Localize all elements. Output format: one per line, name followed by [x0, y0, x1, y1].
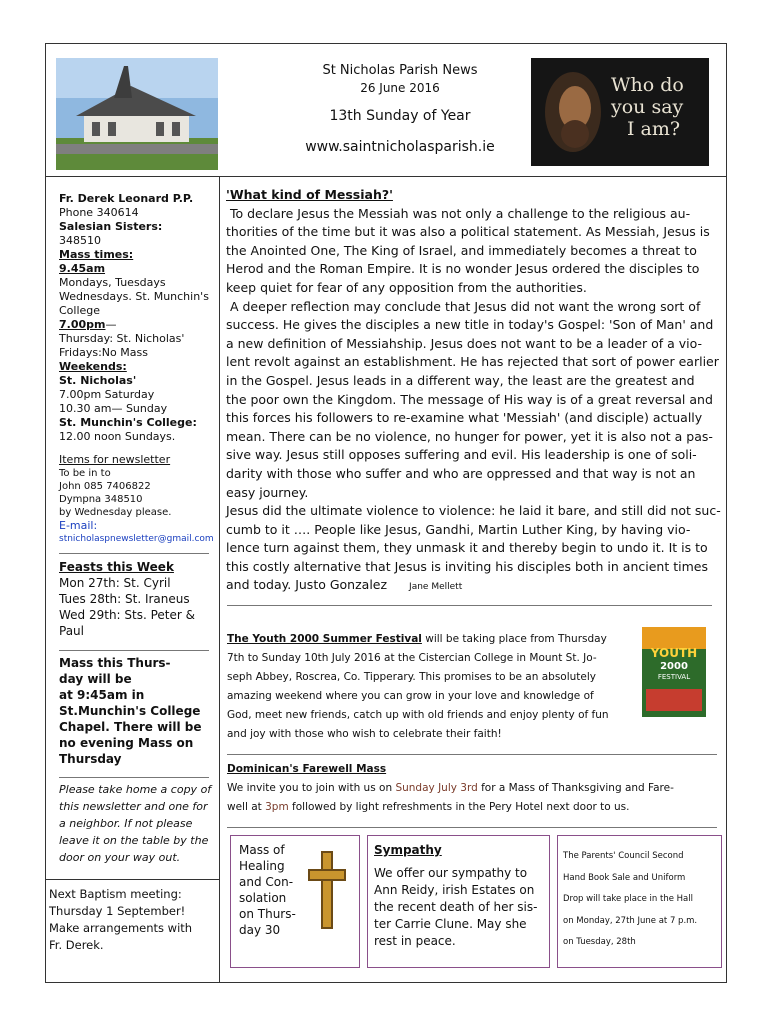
youth-line: 7th to Sunday 10th July 2016 at the Cistercian College in Mount St. Jo-: [227, 652, 597, 664]
dominican-text: We invite you to join with us on: [227, 782, 396, 794]
youth-line: seph Abbey, Roscrea, Co. Tipperary. This promises to be an absolutely: [227, 671, 596, 683]
parents-council-box: [557, 835, 722, 968]
baptism-notice: [49, 886, 217, 954]
article-line: this forces his followers to re-examine what 'Messiah' (and disciple) actually: [226, 410, 703, 426]
newsletter-line: To be in to: [59, 468, 111, 479]
parish-website[interactable]: www.saintnicholasparish.ie: [305, 139, 495, 155]
youth-poster-year: 2000: [660, 661, 688, 672]
newsletter-line: by Wednesday please.: [59, 507, 172, 518]
youth-line: will be taking place from Thursday: [421, 633, 607, 645]
sympathy-heading: Sympathy: [374, 843, 442, 857]
poster-line-1: Who do: [611, 74, 684, 96]
friday-line: Fridays:No Mass: [59, 346, 148, 359]
section-rule: [227, 754, 717, 755]
weekday-line: College: [59, 304, 101, 317]
youth-poster: [642, 627, 706, 717]
youth-poster-title: YOUTH: [650, 646, 698, 660]
article-line: lent revolt against an establishment. He has rejected that sort of power earlier: [226, 354, 719, 370]
take-home-line: a neighbor. If not please: [59, 817, 193, 830]
article-line: sive way. Jesus still opposes suffering and evil. His leadership is one of soli-: [226, 447, 697, 463]
youth-line: amazing weekend where you can grow in your love and knowledge of: [227, 690, 594, 702]
st-munchin-label: St. Munchin's College:: [59, 416, 197, 429]
baptism-line: Thursday 1 September!: [49, 904, 186, 918]
dominican-notice: [227, 760, 722, 817]
dominican-title: Dominican's Farewell Mass: [227, 763, 387, 775]
dominican-time: 3pm: [265, 801, 289, 813]
weekend-line: 7.00pm Saturday: [59, 388, 155, 401]
priest-name: Fr. Derek Leonard P.P.: [59, 192, 194, 205]
baptism-line: Next Baptism meeting:: [49, 887, 182, 901]
healing-line: Healing: [239, 859, 285, 873]
time-700: 7.00pm: [59, 318, 106, 331]
sympathy-line: rest in peace.: [374, 934, 456, 948]
healing-line: Mass of: [239, 843, 285, 857]
sisters-phone: 348510: [59, 234, 101, 247]
who-do-you-say-poster: [531, 58, 709, 166]
healing-line: and Con-: [239, 875, 294, 889]
jesus-face-image: [537, 62, 607, 162]
healing-line: on Thurs-: [239, 907, 296, 921]
baptism-line: Make arrangements with: [49, 921, 193, 935]
poster-line-3: I am?: [627, 118, 681, 140]
council-line: Hand Book Sale and Uniform: [563, 872, 686, 883]
weekend-line: 10.30 am— Sunday: [59, 402, 168, 415]
healing-line: day 30: [239, 923, 281, 937]
time-945: 9.45am: [59, 262, 106, 275]
healing-mass-box: [230, 835, 360, 968]
council-text: [563, 846, 721, 954]
feast-item: Tues 28th: St. Iraneus: [59, 592, 190, 606]
time-700-dash: —: [105, 318, 117, 331]
youth-festival-notice: [227, 630, 637, 744]
mass-notice-line: at 9:45am in: [59, 688, 145, 702]
sympathy-box: [367, 835, 550, 968]
sidebar-rule: [59, 553, 209, 554]
youth-poster-sub: FESTIVAL: [657, 673, 691, 681]
dominican-text: followed by light refreshments in the Pery Hotel next door to us.: [288, 801, 630, 813]
feasts-section: [59, 559, 217, 639]
newsletter-title: St Nicholas Parish News: [322, 63, 478, 78]
article-credit: Jane Mellett: [409, 582, 463, 593]
council-line: Drop will take place in the Hall: [563, 894, 693, 904]
council-line: on Tuesday, 28th: [563, 937, 636, 947]
feasts-heading: Feasts this Week: [59, 560, 174, 574]
mass-notice-line: day will be: [59, 672, 132, 686]
healing-line: solation: [239, 891, 287, 905]
article-line: A deeper reflection may conclude that Jesus did not want the wrong sort of: [226, 298, 701, 314]
weekday-line: Wednesdays. St. Munchin's: [59, 290, 209, 303]
church-photo: [56, 58, 218, 170]
youth-title: The Youth 2000 Summer Festival: [227, 633, 422, 645]
mass-notice-line: St.Munchin's College: [59, 704, 201, 718]
mass-notice-line: Chapel. There will be: [59, 720, 202, 734]
council-line: The Parents' Council Second: [563, 851, 684, 861]
weekends-heading: Weekends:: [59, 360, 127, 373]
newsletter-heading: Items for newsletter: [59, 453, 171, 466]
article-last-line: [226, 576, 722, 597]
article-line: a new definition of Messiahship. Jesus does not want to be a leader of a vio-: [226, 335, 703, 351]
article-title: 'What kind of Messiah?': [226, 187, 393, 202]
dominican-date: Sunday July 3rd: [395, 782, 478, 794]
feast-item: Wed 29th: Sts. Peter &: [59, 608, 196, 622]
thursday-line: Thursday: St. Nicholas': [59, 332, 185, 345]
take-home-note: [59, 781, 219, 866]
mass-times-heading: Mass times:: [59, 248, 134, 261]
header-divider: [45, 176, 727, 177]
weekday-line: Mondays, Tuesdays: [59, 276, 166, 289]
article-line: Jesus did the ultimate violence to violence: he laid it bare, and still did not suc-: [226, 503, 721, 519]
feast-item: Paul: [59, 624, 84, 638]
article-line: lence turn against them, they unmask it and thereby begin to undo it. It is to: [226, 540, 708, 556]
article-line: mean. There can be no violence, no hunger for power, yet it is also not a pas-: [226, 428, 713, 444]
section-rule: [227, 827, 717, 828]
baptism-line: Fr. Derek.: [49, 938, 104, 952]
article-line: keep quiet for fear of any opposition from the authorities.: [226, 279, 587, 295]
cross-icon: [307, 850, 347, 930]
mass-notice: [59, 655, 217, 767]
sympathy-text: [374, 842, 549, 950]
take-home-line: this newsletter and one for: [59, 800, 208, 813]
sidebar-rule: [59, 650, 209, 651]
baptism-divider: [45, 879, 219, 880]
sympathy-line: ter Carrie Clune. May she: [374, 917, 527, 931]
messiah-article: [226, 186, 722, 597]
article-line: To declare Jesus the Messiah was not only a challenge to the religious au-: [226, 205, 691, 221]
priest-phone: Phone 340614: [59, 206, 139, 219]
section-rule: [227, 605, 712, 606]
article-line: in the Gospel. Jesus leads in a different way, the least are the greatest and: [226, 372, 695, 388]
munchin-time: 12.00 noon Sundays.: [59, 430, 176, 443]
mass-notice-line: Mass this Thurs-: [59, 656, 171, 670]
article-body: [226, 205, 722, 577]
article-line: the Anointed One, The King of Israel, and immediately becomes a threat to: [226, 242, 697, 258]
youth-line: God, meet new friends, catch up with old friends and enjoy plenty of fun: [227, 709, 609, 721]
sunday-label: 13th Sunday of Year: [329, 108, 471, 124]
take-home-line: leave it on the table by the: [59, 834, 209, 847]
dominican-text: well at: [227, 801, 266, 813]
sisters-label: Salesian Sisters:: [59, 220, 163, 233]
email-label: E-mail:: [59, 519, 98, 532]
sympathy-line: the recent death of her sis-: [374, 900, 538, 914]
article-line: darity with those who suffer and who are oppressed and that way is not an: [226, 465, 696, 481]
poster-line-2: you say: [611, 96, 684, 118]
sidebar-contacts: [59, 192, 217, 444]
issue-date: 26 June 2016: [360, 81, 440, 95]
sympathy-line: Ann Reidy, irish Estates on: [374, 883, 535, 897]
youth-line: and joy with those who wish to celebrate their faith!: [227, 728, 502, 740]
council-line: on Monday, 27th June at 7 p.m.: [563, 915, 698, 926]
article-closing: and today. Justo Gonzalez: [226, 577, 388, 593]
sidebar-rule: [59, 777, 209, 778]
article-line: success. He gives the disciples a new title in today's Gospel: 'Son of Man' and: [226, 317, 714, 333]
article-line: the poor own the Kingdom. The message of His way is of a great reversal and: [226, 391, 713, 407]
sympathy-line: We offer our sympathy to: [374, 866, 528, 880]
article-line: thorities of the time but it was also a political statement. As Messiah, Jesus is: [226, 224, 710, 240]
article-line: easy journey.: [226, 484, 309, 500]
take-home-line: Please take home a copy of: [59, 783, 212, 796]
dominican-text: for a Mass of Thanksgiving and Fare-: [477, 782, 674, 794]
mass-notice-line: no evening Mass on: [59, 736, 194, 750]
feast-item: Mon 27th: St. Cyril: [59, 576, 171, 590]
newsletter-line: John 085 7406822: [59, 481, 151, 492]
mass-notice-line: Thursday: [59, 752, 122, 766]
article-line: cumb to it …. People like Jesus, Gandhi, Martin Luther King, by having vio-: [226, 521, 691, 537]
take-home-line: door on your way out.: [59, 851, 181, 864]
st-nicholas-label: St. Nicholas': [59, 374, 137, 387]
column-divider: [219, 176, 220, 983]
article-line: Herod and the Roman Empire. It is no wonder Jesus ordered the disciples to: [226, 261, 700, 277]
newsletter-info: [59, 453, 217, 546]
newsletter-line: Dympna 348510: [59, 494, 143, 505]
article-line: this costly alternative that Jesus is inviting his disciples both in ancient times: [226, 558, 708, 574]
healing-text: [239, 842, 305, 938]
email-link[interactable]: stnicholaspnewsletter@gmail.com: [59, 534, 214, 544]
